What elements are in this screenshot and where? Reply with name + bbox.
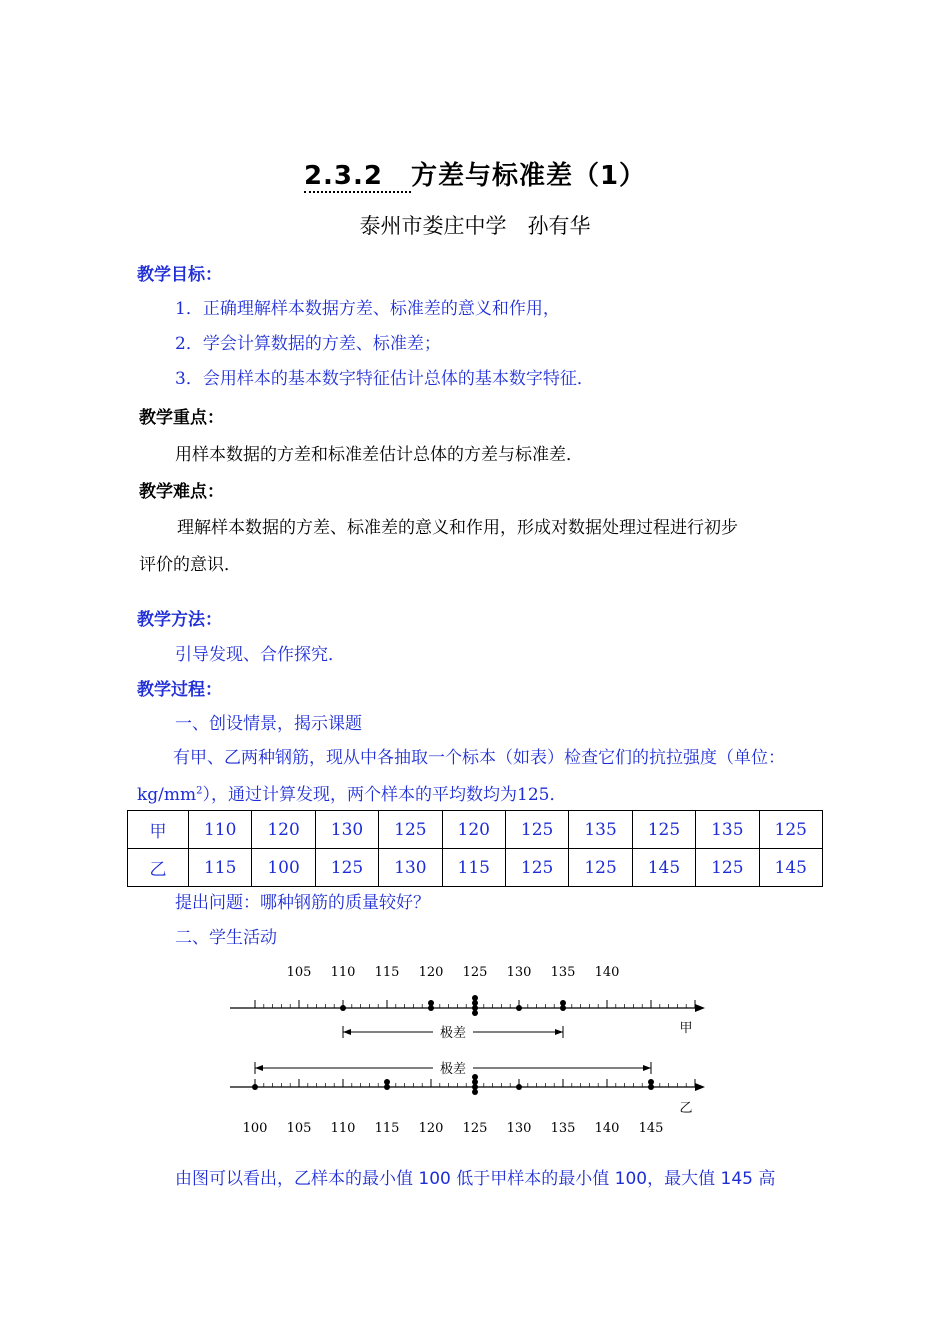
table-cell: 130 bbox=[315, 811, 378, 849]
intro-paragraph: 有甲、乙两种钢筋，现从中各抽取一个标本（如表）检查它们的抗拉强度（单位： bbox=[173, 748, 785, 768]
table-cell: 115 bbox=[442, 849, 505, 887]
title-text: 方差与标准差（1） bbox=[410, 161, 647, 191]
key-points-heading: 教学重点： bbox=[139, 408, 224, 428]
row-label: 甲 bbox=[128, 811, 189, 849]
table-row bbox=[128, 849, 823, 887]
axis-arrow bbox=[695, 1004, 705, 1012]
table-cell: 135 bbox=[569, 811, 632, 849]
tick-label: 135 bbox=[550, 965, 576, 980]
table-cell: 100 bbox=[252, 849, 315, 887]
table-cell: 125 bbox=[696, 849, 759, 887]
tick-label: 145 bbox=[638, 1121, 664, 1136]
table-cell: 145 bbox=[759, 849, 822, 887]
difficulties-text: 理解样本数据的方差、标准差的意义和作用，形成对数据处理过程进行初步 bbox=[177, 518, 738, 538]
author-line: 泰州市娄庄中学 孙有华 bbox=[359, 214, 591, 238]
table-cell: 125 bbox=[569, 849, 632, 887]
page-title bbox=[0, 155, 950, 192]
table-cell: 120 bbox=[442, 811, 505, 849]
tick-label: 100 bbox=[242, 1121, 268, 1136]
tick-label: 125 bbox=[462, 1121, 488, 1136]
tick-label: 130 bbox=[506, 1121, 532, 1136]
tick-label: 125 bbox=[462, 965, 488, 980]
sample-table bbox=[127, 810, 823, 887]
difficulties-heading: 教学难点： bbox=[139, 482, 224, 502]
data-point bbox=[516, 1005, 522, 1011]
axis-arrow bbox=[695, 1083, 705, 1091]
range-label: 极差 bbox=[439, 1026, 467, 1041]
tick-label: 130 bbox=[506, 965, 532, 980]
intro-paragraph-cont bbox=[137, 780, 566, 805]
tick-label: 110 bbox=[330, 1121, 356, 1136]
data-point bbox=[428, 1000, 434, 1006]
table-cell: 125 bbox=[505, 849, 568, 887]
data-point bbox=[648, 1079, 654, 1085]
table-cell: 110 bbox=[189, 811, 252, 849]
series-label: 甲 bbox=[679, 1021, 693, 1036]
tick-label: 105 bbox=[286, 965, 312, 980]
tick-label: 120 bbox=[418, 965, 444, 980]
unit-text: kg/mm bbox=[137, 785, 197, 805]
table-cell: 130 bbox=[379, 849, 442, 887]
row-label: 乙 bbox=[128, 849, 189, 887]
data-point bbox=[384, 1079, 390, 1085]
table-cell: 145 bbox=[632, 849, 695, 887]
table-cell: 125 bbox=[632, 811, 695, 849]
tick-label: 115 bbox=[374, 1121, 400, 1136]
difficulties-text-cont: 评价的意识． bbox=[139, 555, 241, 575]
tick-label: 110 bbox=[330, 965, 356, 980]
objective-item: 3．会用样本的基本数字特征估计总体的基本数字特征． bbox=[175, 369, 594, 389]
range-arrow-right bbox=[643, 1065, 651, 1071]
section-2-heading: 二、学生活动 bbox=[175, 928, 277, 948]
range-label: 极差 bbox=[439, 1062, 467, 1077]
table-cell: 125 bbox=[379, 811, 442, 849]
data-point bbox=[472, 1010, 478, 1016]
objective-item: 2．学会计算数据的方差、标准差； bbox=[175, 334, 441, 354]
tick-label: 105 bbox=[286, 1121, 312, 1136]
key-points-text: 用样本数据的方差和标准差估计总体的方差与标准差． bbox=[175, 445, 583, 465]
range-arrow-right bbox=[555, 1029, 563, 1035]
tick-label: 140 bbox=[594, 1121, 620, 1136]
data-point bbox=[472, 1089, 478, 1095]
number-line-chart bbox=[0, 950, 950, 1140]
data-point bbox=[340, 1005, 346, 1011]
table-cell: 125 bbox=[505, 811, 568, 849]
question-text: 提出问题：哪种钢筋的质量较好？ bbox=[175, 893, 430, 913]
table-cell: 115 bbox=[189, 849, 252, 887]
methods-heading: 教学方法： bbox=[137, 610, 222, 630]
process-heading: 教学过程： bbox=[137, 680, 222, 700]
table-cell: 125 bbox=[315, 849, 378, 887]
data-point bbox=[472, 995, 478, 1001]
range-arrow-left bbox=[255, 1065, 263, 1071]
objective-item: 1．正确理解样本数据方差、标准差的意义和作用， bbox=[175, 299, 560, 319]
tick-label: 120 bbox=[418, 1121, 444, 1136]
methods-text: 引导发现、合作探究． bbox=[175, 645, 345, 665]
table-cell: 120 bbox=[252, 811, 315, 849]
data-point bbox=[560, 1000, 566, 1006]
range-arrow-left bbox=[343, 1029, 351, 1035]
table-cell: 135 bbox=[696, 811, 759, 849]
data-point bbox=[516, 1084, 522, 1090]
section-1-heading: 一、创设情景，揭示课题 bbox=[175, 714, 362, 734]
data-point bbox=[472, 1074, 478, 1080]
intro-rest: ），通过计算发现，两个样本的平均数均为125． bbox=[202, 785, 567, 805]
data-point bbox=[252, 1084, 258, 1090]
title-number: 2.3.2 bbox=[304, 161, 411, 193]
tick-label: 140 bbox=[594, 965, 620, 980]
unit-exponent: 2 bbox=[196, 785, 203, 797]
tick-label: 115 bbox=[374, 965, 400, 980]
series-label: 乙 bbox=[679, 1101, 693, 1116]
objectives-heading: 教学目标： bbox=[137, 265, 222, 285]
conclusion-text: 由图可以看出，乙样本的最小值 100 低于甲样本的最小值 100，最大值 145 高 bbox=[175, 1169, 776, 1189]
table-cell: 125 bbox=[759, 811, 822, 849]
table-row bbox=[128, 811, 823, 849]
tick-label: 135 bbox=[550, 1121, 576, 1136]
